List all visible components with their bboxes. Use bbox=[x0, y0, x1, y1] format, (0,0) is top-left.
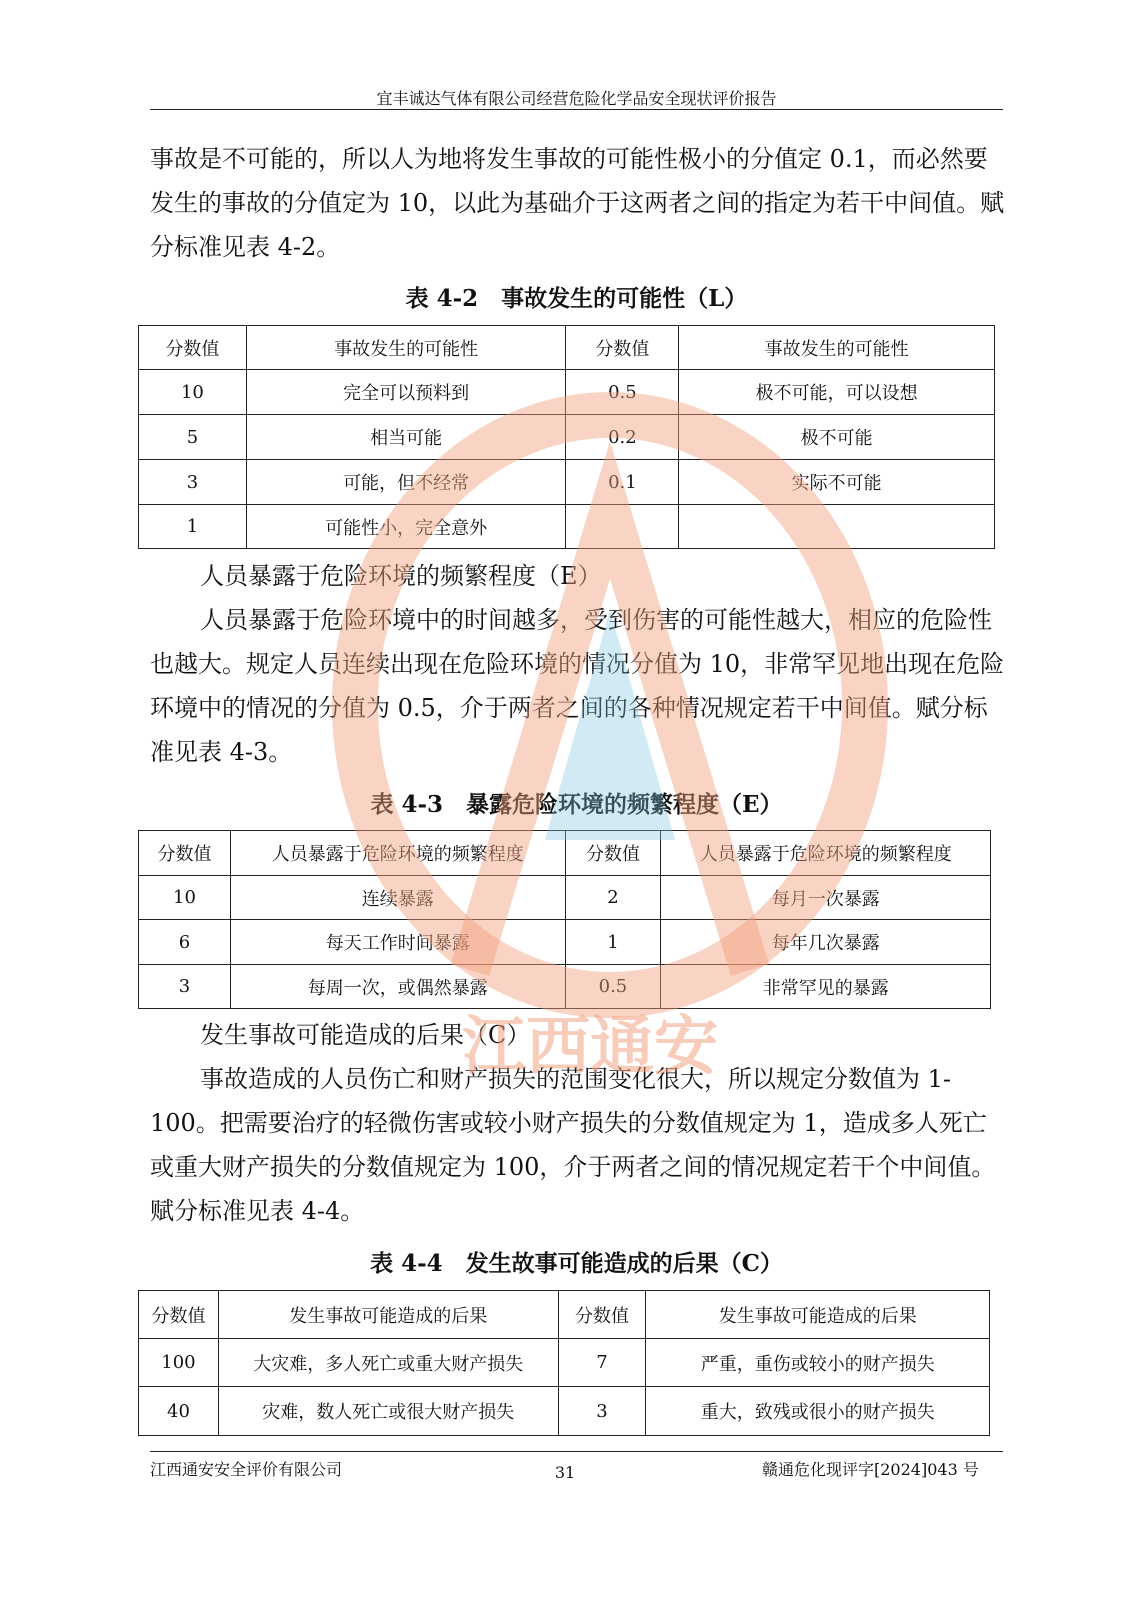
table-cell: 每周一次，或偶然暴露 bbox=[230, 965, 565, 1009]
table-cell: 100 bbox=[139, 1339, 219, 1387]
table-cell: 2 bbox=[565, 876, 661, 920]
header-cell: 发生事故可能造成的后果 bbox=[218, 1291, 558, 1339]
table-cell: 6 bbox=[139, 920, 231, 965]
exposure-heading: 人员暴露于危险环境的频繁程度（E） bbox=[200, 562, 602, 590]
table-cell: 极不可能，可以设想 bbox=[679, 370, 995, 415]
table-4-2-caption: 表 4-2 事故发生的可能性（L） bbox=[405, 285, 748, 312]
table-4-3 bbox=[138, 830, 991, 1009]
consequence-heading: 发生事故可能造成的后果（C） bbox=[200, 1021, 531, 1049]
table-row bbox=[139, 505, 995, 549]
table-row bbox=[139, 1339, 990, 1387]
header-cell: 分数值 bbox=[558, 1291, 646, 1339]
table-cell: 0.2 bbox=[566, 415, 679, 460]
header-cell: 事故发生的可能性 bbox=[246, 326, 566, 370]
table-cell: 严重，重伤或较小的财产损失 bbox=[646, 1339, 990, 1387]
table-cell: 实际不可能 bbox=[679, 460, 995, 505]
paragraph-likelihood-intro: 事故是不可能的，所以人为地将发生事故的可能性极小的分值定 0.1，而必然要发生的事故的分值定为 10，以此为基础介于这两者之间的指定为若干中间值。赋分标准见表 4-2。 bbox=[150, 145, 1005, 261]
table-row bbox=[139, 965, 991, 1009]
table-4-2 bbox=[138, 325, 995, 549]
footer-report-number: 赣通危化现评字[2024]043 号 bbox=[762, 1460, 979, 1479]
table-cell: 0.5 bbox=[565, 965, 661, 1009]
table-row bbox=[139, 370, 995, 415]
table-header-row bbox=[139, 831, 991, 876]
watermark-center-text: 江西通安 bbox=[462, 1010, 718, 1084]
table-cell bbox=[679, 505, 995, 549]
table-row bbox=[139, 460, 995, 505]
header-cell: 人员暴露于危险环境的频繁程度 bbox=[230, 831, 565, 876]
table-4-4 bbox=[138, 1290, 990, 1436]
table-cell: 0.5 bbox=[566, 370, 679, 415]
table-cell: 1 bbox=[565, 920, 661, 965]
table-row bbox=[139, 1387, 990, 1436]
table-4-3-caption: 表 4-3 暴露危险环境的频繁程度（E） bbox=[370, 791, 783, 818]
paragraph-consequence-intro: 事故造成的人员伤亡和财产损失的范围变化很大，所以规定分数值为 1-100。把需要治疗的轻微伤害或较小财产损失的分数值规定为 1，造成多人死亡或重大财产损失的分数值规定为 100，介于两者之间的情况规定若干个中间值。赋分标准见表 4-4。 bbox=[150, 1065, 996, 1225]
paragraph-exposure-intro: 人员暴露于危险环境中的时间越多，受到伤害的可能性越大，相应的危险性也越大。规定人员连续出现在危险环境的情况分值为 10，非常罕见地出现在危险环境中的情况的分值为 0.5，介于两者之间的各种情况规定若干中间值。赋分标准见表 4-3。 bbox=[150, 606, 1005, 766]
table-cell: 完全可以预料到 bbox=[246, 370, 566, 415]
table-cell: 3 bbox=[139, 965, 231, 1009]
page-header: 宜丰诚达气体有限公司经营危险化学品安全现状评价报告 bbox=[376, 89, 777, 108]
table-cell: 每天工作时间暴露 bbox=[230, 920, 565, 965]
table-cell: 3 bbox=[139, 460, 247, 505]
table-header-row bbox=[139, 326, 995, 370]
table-cell: 0.1 bbox=[566, 460, 679, 505]
table-cell: 非常罕见的暴露 bbox=[661, 965, 991, 1009]
header-cell: 分数值 bbox=[566, 326, 679, 370]
table-cell: 1 bbox=[139, 505, 247, 549]
table-cell: 5 bbox=[139, 415, 247, 460]
table-cell: 7 bbox=[558, 1339, 646, 1387]
footer-rule bbox=[150, 1451, 1003, 1452]
header-cell: 发生事故可能造成的后果 bbox=[646, 1291, 990, 1339]
header-cell: 分数值 bbox=[139, 831, 231, 876]
table-row bbox=[139, 920, 991, 965]
header-cell: 人员暴露于危险环境的频繁程度 bbox=[661, 831, 991, 876]
table-row bbox=[139, 876, 991, 920]
footer-company: 江西通安安全评价有限公司 bbox=[150, 1460, 343, 1479]
header-cell: 分数值 bbox=[565, 831, 661, 876]
table-cell: 大灾难，多人死亡或重大财产损失 bbox=[218, 1339, 558, 1387]
table-cell: 重大，致残或很小的财产损失 bbox=[646, 1387, 990, 1436]
table-cell: 相当可能 bbox=[246, 415, 566, 460]
table-cell: 灾难，数人死亡或很大财产损失 bbox=[218, 1387, 558, 1436]
table-cell: 3 bbox=[558, 1387, 646, 1436]
table-cell: 10 bbox=[139, 370, 247, 415]
table-cell bbox=[566, 505, 679, 549]
table-4-4-caption: 表 4-4 发生故事可能造成的后果（C） bbox=[370, 1250, 783, 1277]
table-cell: 极不可能 bbox=[679, 415, 995, 460]
table-row bbox=[139, 415, 995, 460]
table-cell: 连续暴露 bbox=[230, 876, 565, 920]
table-cell: 40 bbox=[139, 1387, 219, 1436]
header-cell: 事故发生的可能性 bbox=[679, 326, 995, 370]
table-header-row bbox=[139, 1291, 990, 1339]
header-cell: 分数值 bbox=[139, 326, 247, 370]
header-cell: 分数值 bbox=[139, 1291, 219, 1339]
table-cell: 可能性小，完全意外 bbox=[246, 505, 566, 549]
table-cell: 可能，但不经常 bbox=[246, 460, 566, 505]
header-rule bbox=[150, 109, 1003, 110]
table-cell: 10 bbox=[139, 876, 231, 920]
page-number: 31 bbox=[554, 1463, 576, 1482]
table-cell: 每月一次暴露 bbox=[661, 876, 991, 920]
table-cell: 每年几次暴露 bbox=[661, 920, 991, 965]
